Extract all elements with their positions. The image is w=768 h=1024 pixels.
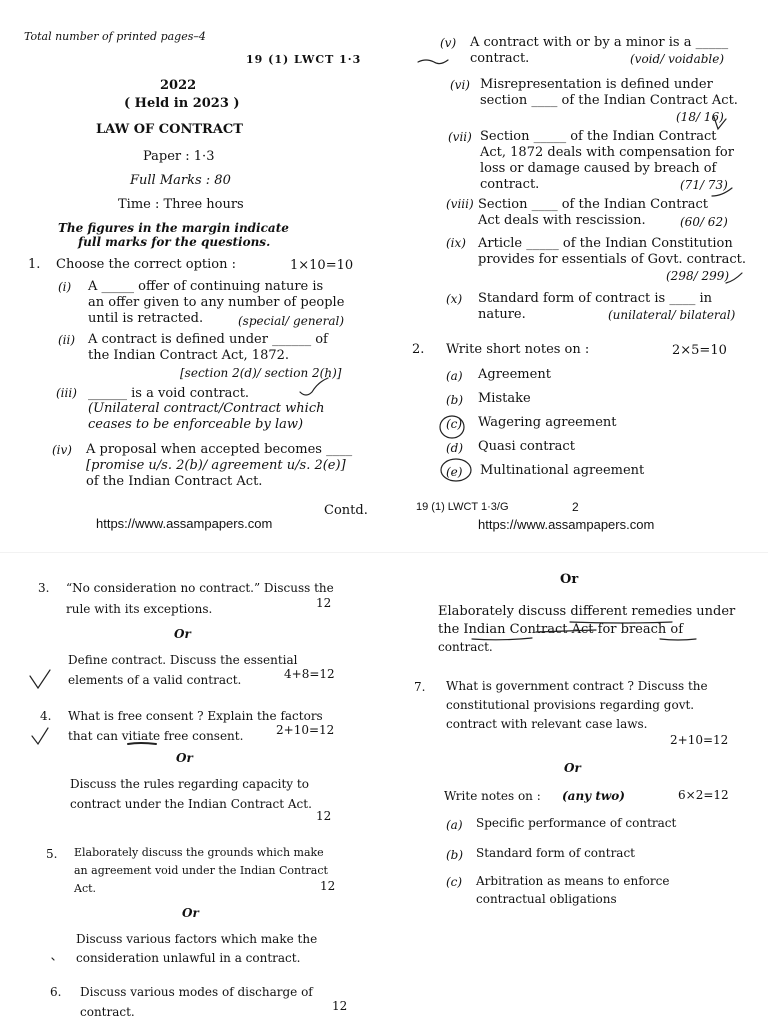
question-line: Discuss various modes of discharge of <box>80 985 313 999</box>
question-1-text: Choose the correct option : <box>56 257 237 272</box>
question-6-alternative <box>438 603 735 655</box>
item-line: until is retracted. <box>88 311 204 326</box>
item-line: contractual obligations <box>476 892 617 906</box>
mcq-item-3: ______ is a void contract. <box>88 386 250 401</box>
mcq-item-3-options <box>88 401 324 433</box>
held-year: ( Held in 2023 ) <box>124 96 240 111</box>
item-line: A contract with or by a minor is a _____ <box>470 35 729 50</box>
question-3-number: 3. <box>38 581 50 595</box>
item-line: A contract is defined under ______ of <box>88 332 328 347</box>
question-line: consideration unlawful in a contract. <box>76 951 301 965</box>
dash-mark <box>52 958 54 960</box>
question-7-alternative-marks: 6×2=12 <box>678 788 729 802</box>
question-4-number: 4. <box>40 709 52 723</box>
option-number: (ii) <box>58 333 76 347</box>
short-note-agreement: Agreement <box>478 367 551 382</box>
scribble-mark <box>418 60 448 64</box>
any-two-note: (any two) <box>562 789 625 803</box>
question-line: Discuss various factors which make the <box>76 932 318 946</box>
item-line: A _____ offer of continuing nature is <box>88 279 324 294</box>
option-number: (viii) <box>446 197 474 211</box>
item-line: contract. <box>470 51 530 66</box>
question-line: contract. <box>80 1005 135 1019</box>
option-number: (e) <box>446 465 463 479</box>
item-line: the Indian Contract Act, 1872. <box>88 348 290 363</box>
or-separator: Or <box>174 627 191 641</box>
question-7-alternative: Write notes on : <box>444 789 541 803</box>
question-line: Discuss the rules regarding capacity to <box>70 777 309 791</box>
question-line: Elaborately discuss the grounds which make <box>74 846 324 859</box>
item-line: Standard form of contract is ____ in <box>478 291 713 306</box>
mcq-item-8 <box>478 197 708 229</box>
note-arbitration <box>476 872 669 908</box>
option-number: (c) <box>446 417 463 431</box>
short-note-quasi: Quasi contract <box>478 439 575 454</box>
short-note-mistake-text: Mistake <box>478 391 531 406</box>
question-6-text <box>80 982 313 1022</box>
mcq-item-9 <box>478 236 746 268</box>
tick-mark <box>32 728 48 744</box>
question-line: What is free consent ? Explain the factors <box>68 709 323 723</box>
option-number: (ix) <box>446 236 466 250</box>
tick-mark <box>300 378 328 395</box>
subject-title: LAW OF CONTRACT <box>96 122 243 137</box>
exam-year: 2022 <box>160 78 197 93</box>
question-line: the Indian Contract Act for breach of <box>438 622 684 637</box>
option-number: (c) <box>446 875 463 889</box>
question-2-marks: 2×5=10 <box>672 343 727 358</box>
option-number: (b) <box>446 393 464 407</box>
item-line: nature. <box>478 307 526 322</box>
source-url-right[interactable]: https://www.assampapers.com <box>478 517 655 532</box>
question-line: constitutional provisions regarding govt. <box>446 698 695 712</box>
continued-label: Contd. <box>324 503 368 518</box>
item-line: an offer given to any number of people <box>88 295 345 310</box>
mcq-item-9-options: (298/ 299) <box>666 269 730 283</box>
question-4-alternative <box>70 774 312 814</box>
instruction-line-1: The figures in the margin indicate <box>58 221 289 235</box>
item-line: Section ____ of the Indian Contract <box>478 197 709 212</box>
question-7-marks: 2+10=12 <box>670 733 729 747</box>
option-number: (iv) <box>52 443 72 457</box>
option-number: (a) <box>446 818 463 832</box>
mcq-item-8-options: (60/ 62) <box>680 215 728 229</box>
question-line: contract with relevant case laws. <box>446 717 648 731</box>
option-line: (Unilateral contract/Contract which <box>88 401 325 416</box>
question-line: What is government contract ? Discuss the <box>446 679 708 693</box>
item-line: section ____ of the Indian Contract Act. <box>480 93 738 108</box>
mcq-item-10-options: (unilateral/ bilateral) <box>608 308 736 322</box>
question-line: Elaborately discuss different remedies under <box>438 604 736 619</box>
question-4-marks: 2+10=12 <box>276 723 335 737</box>
option-number: (vii) <box>448 130 472 144</box>
question-7-text <box>446 677 708 734</box>
question-2-text: Write short notes on : <box>446 342 590 357</box>
option-number: (d) <box>446 441 464 455</box>
option-number: (vi) <box>450 78 470 92</box>
question-6-marks: 12 <box>332 999 348 1013</box>
question-3-alternative-marks: 4+8=12 <box>284 667 335 681</box>
option-number: (iii) <box>56 386 77 400</box>
short-note-multinational: Multinational agreement <box>480 463 645 478</box>
printed-pages-note: Total number of printed pages–4 <box>24 30 206 43</box>
option-number: (i) <box>58 280 72 294</box>
item-line: Misrepresentation is defined under <box>480 77 713 92</box>
note-standard-form: Standard form of contract <box>476 846 635 860</box>
question-line: Act. <box>74 882 97 895</box>
item-line: Section _____ of the Indian Contract <box>480 129 717 144</box>
or-separator: Or <box>560 572 579 587</box>
question-3-text <box>66 578 334 620</box>
instruction-line-2: full marks for the questions. <box>78 235 271 249</box>
option-number: (a) <box>446 369 463 383</box>
item-line: provides for essentials of Govt. contract. <box>478 252 746 267</box>
note-specific-performance: Specific performance of contract <box>476 816 677 830</box>
item-line: A proposal when accepted becomes ____ <box>86 442 353 457</box>
question-3-alternative <box>68 650 298 690</box>
mcq-item-7-options: (71/ 73) <box>680 178 728 192</box>
item-line: Act, 1872 deals with compensation for <box>480 145 734 160</box>
question-5-number: 5. <box>46 847 58 861</box>
question-7-number: 7. <box>414 680 426 694</box>
question-4-alternative-marks: 12 <box>316 809 332 823</box>
question-5-alternative <box>76 930 317 968</box>
mcq-item-4 <box>86 442 352 490</box>
option-number: (b) <box>446 848 464 862</box>
page-divider <box>0 552 768 553</box>
question-5-marks: 12 <box>320 879 336 893</box>
question-1-marks: 1×10=10 <box>290 258 354 273</box>
page-number: 2 <box>572 500 579 514</box>
question-3-marks: 12 <box>316 596 332 610</box>
question-line: contract under the Indian Contract Act. <box>70 797 312 811</box>
question-5-text <box>74 844 328 898</box>
item-line: Arbitration as means to enforce <box>476 874 670 888</box>
mcq-item-1-options: (special/ general) <box>238 314 345 328</box>
time-allowed: Time : Three hours <box>118 197 244 212</box>
full-marks: Full Marks : 80 <box>130 173 231 188</box>
item-line: contract. <box>480 177 540 192</box>
mcq-item-5-options: (void/ voidable) <box>630 52 725 66</box>
mcq-item-2-options: [section 2(d)/ section 2(h)] <box>180 366 342 380</box>
item-line: Article _____ of the Indian Constitution <box>478 236 733 251</box>
tick-mark <box>30 670 50 688</box>
mcq-item-2 <box>88 332 328 364</box>
question-line: an agreement void under the Indian Contract <box>74 864 328 877</box>
question-line: rule with its exceptions. <box>66 602 213 616</box>
question-line: elements of a valid contract. <box>68 673 242 687</box>
or-separator: Or <box>176 751 193 765</box>
or-separator: Or <box>182 906 199 920</box>
mcq-item-6-options: (18/ 16) <box>676 110 724 124</box>
or-separator: Or <box>564 761 581 775</box>
option-number: (x) <box>446 292 463 306</box>
item-line: [promise u/s. 2(b)/ agreement u/s. 2(e)] <box>86 458 346 473</box>
question-2-number: 2. <box>412 342 425 357</box>
option-number: (v) <box>440 36 457 50</box>
source-url-left[interactable]: https://www.assampapers.com <box>96 516 273 531</box>
short-note-wagering: Wagering agreement <box>478 415 617 430</box>
question-line: contract. <box>438 640 493 654</box>
item-line: loss or damage caused by breach of <box>480 161 717 176</box>
question-line: Define contract. Discuss the essential <box>68 653 298 667</box>
option-line: ceases to be enforceable by law) <box>88 417 304 432</box>
question-1-number: 1. <box>28 257 41 272</box>
question-line: that can vitiate free consent. <box>68 729 244 743</box>
item-line: Act deals with rescission. <box>478 213 646 228</box>
paper-code-top: 19 (1) LWCT 1·3 <box>246 53 362 66</box>
paper-number: Paper : 1·3 <box>143 149 215 164</box>
item-line: of the Indian Contract Act. <box>86 474 263 489</box>
question-6-number: 6. <box>50 985 62 999</box>
paper-code-bottom: 19 (1) LWCT 1·3/G <box>416 501 509 513</box>
question-line: “No consideration no contract.” Discuss the <box>66 581 334 595</box>
mcq-item-6 <box>480 77 738 109</box>
